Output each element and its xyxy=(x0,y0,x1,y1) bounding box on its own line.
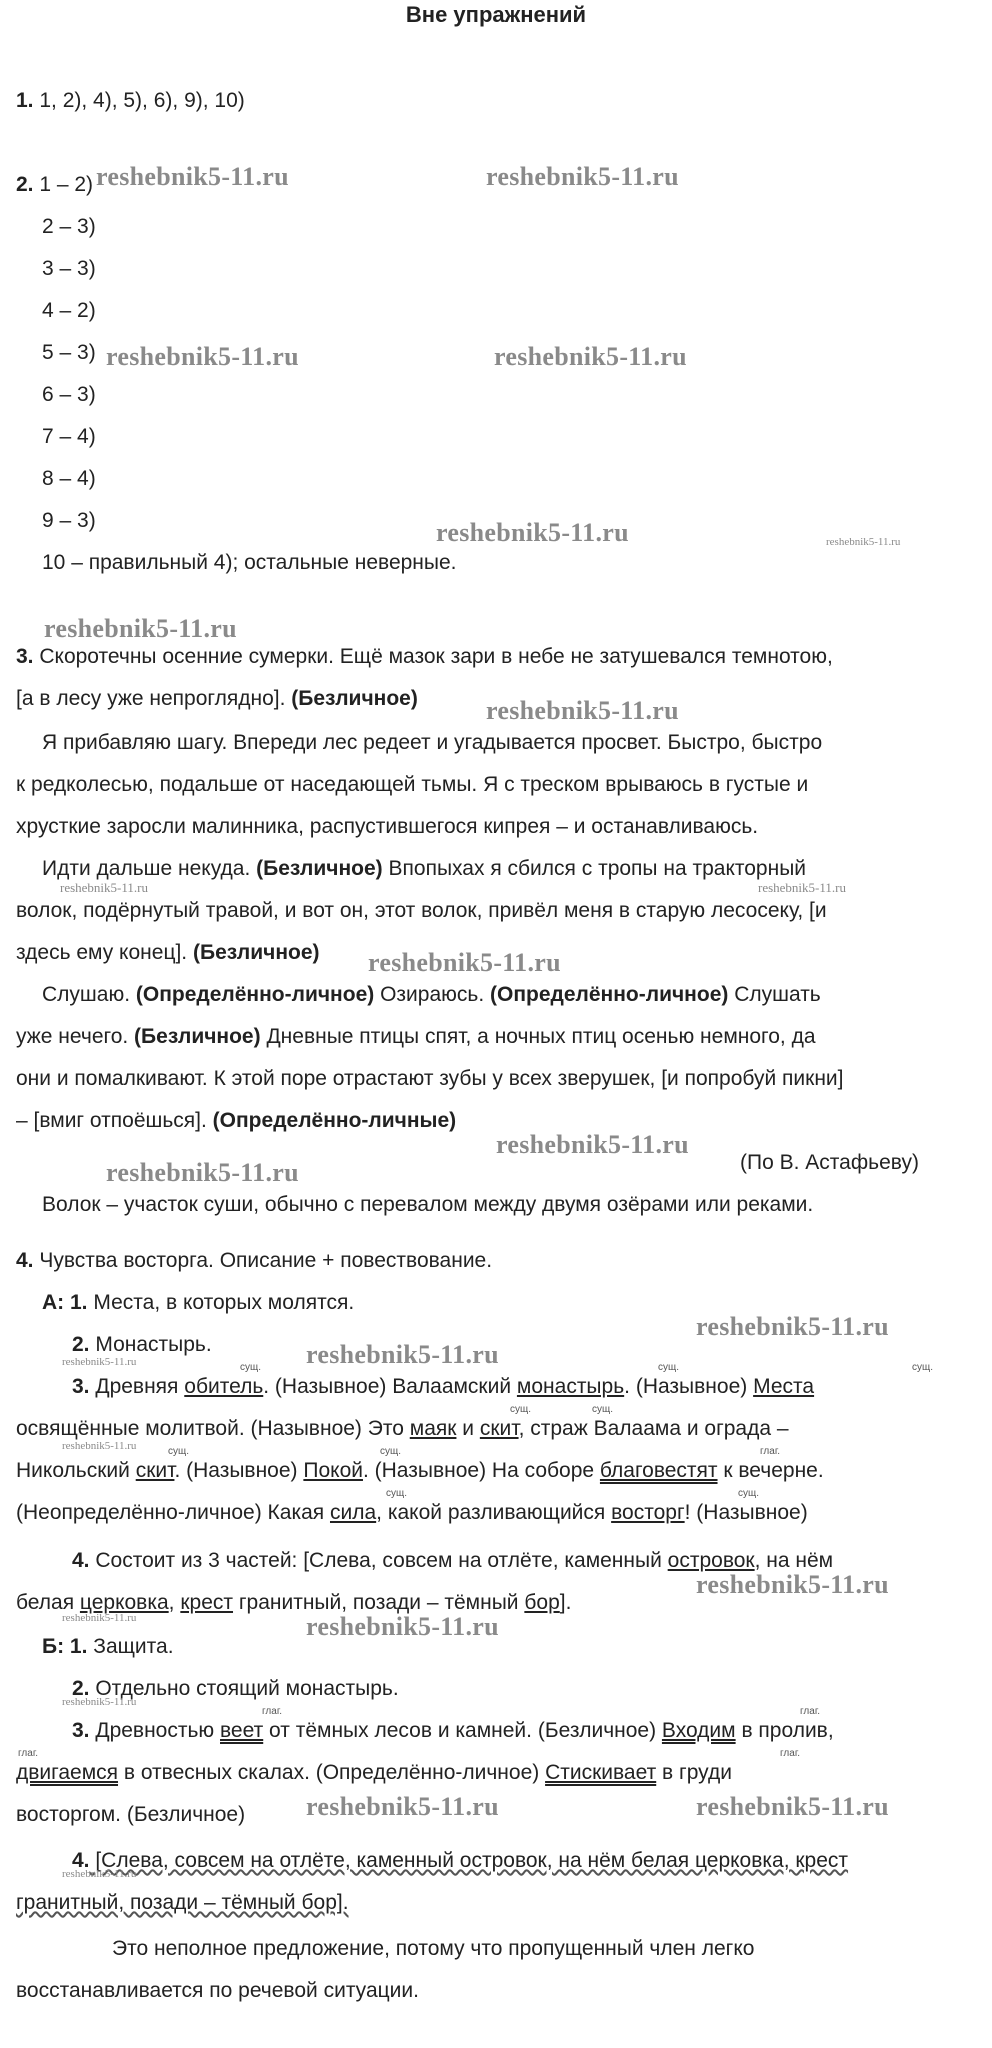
task-3-line xyxy=(16,1022,816,1052)
task-3-line xyxy=(42,980,821,1010)
text-line: – [вмиг отпоёшься]. xyxy=(16,1109,213,1132)
task-number: 2. xyxy=(16,173,34,196)
answer-item: 6 – 3) xyxy=(42,383,96,406)
text-line: гранитный, позади – тёмный xyxy=(233,1591,525,1614)
task-3-line: они и помалкивают. К этой поре отрастают зубы у всех зверушек, [и попробуй пикни] xyxy=(16,1067,844,1090)
answer-item: 3 – 3) xyxy=(42,257,96,280)
sentence-type: (Безличное) xyxy=(192,941,320,964)
watermark: reshebnik5-11.ru xyxy=(306,1792,499,1821)
item-label: А: 1. xyxy=(42,1291,88,1314)
answer-item: 1 – 2) xyxy=(33,173,94,196)
pos-mark: сущ. xyxy=(380,1446,402,1457)
text-line: , xyxy=(168,1591,181,1614)
pos-mark: сущ. xyxy=(240,1362,262,1373)
text-line: . (Назывное) Валаамский xyxy=(263,1375,517,1398)
text-line: Никольский xyxy=(16,1459,136,1482)
watermark: reshebnik5-11.ru xyxy=(306,1340,499,1369)
task-4-line xyxy=(72,1372,814,1402)
text-line: Состоит из 3 частей: [Слева, совсем на отлёте, каменный xyxy=(89,1549,668,1572)
underlined-word: обитель xyxy=(184,1375,264,1398)
answer-item: 5 – 3) xyxy=(42,341,96,364)
watermark: reshebnik5-11.ru xyxy=(496,1130,689,1159)
text-line: Идти дальше некуда. xyxy=(42,857,257,880)
sentence-type: (Определённо-личное) xyxy=(490,983,729,1006)
watermark: reshebnik5-11.ru xyxy=(368,948,561,977)
pos-mark: глаг. xyxy=(18,1748,39,1759)
underlined-word: бор xyxy=(524,1591,560,1614)
sentence-type: (Безличное) xyxy=(134,1025,261,1048)
text-line: Впопыхах я сбился с тропы на тракторный xyxy=(382,857,807,880)
text-line: ! (Назывное) xyxy=(684,1501,808,1524)
item-label: 4. xyxy=(72,1549,90,1572)
watermark-small: reshebnik5-11.ru xyxy=(758,880,846,895)
watermark-small: reshebnik5-11.ru xyxy=(62,1868,137,1880)
double-underlined-word: Стискивает xyxy=(545,1761,657,1784)
double-underlined-word: Входим xyxy=(661,1719,736,1742)
pos-mark: глаг. xyxy=(800,1706,821,1717)
task-3-line: Я прибавляю шагу. Впереди лес редеет и угадывается просвет. Быстро, быстро xyxy=(42,731,823,754)
footnote: Волок – участок суши, обычно с перевалом между двумя озёрами или реками. xyxy=(42,1193,814,1216)
task-number: 4. xyxy=(16,1249,34,1272)
watermark: reshebnik5-11.ru xyxy=(44,614,237,643)
text-line: белая xyxy=(16,1591,80,1614)
text-line: , страж Валаама и ограда – xyxy=(518,1417,789,1440)
task-4-line xyxy=(72,1846,848,1876)
underlined-word: восторг xyxy=(611,1501,685,1524)
item-label: Б: 1. xyxy=(42,1635,88,1658)
text-line: . (Назывное) xyxy=(174,1459,304,1482)
task-4-line xyxy=(42,1288,354,1318)
double-underlined-word: двигаемся xyxy=(16,1761,119,1784)
text-line: здесь ему конец]. xyxy=(16,941,193,964)
text-line: Защита. xyxy=(87,1635,174,1658)
text-line: в груди xyxy=(656,1761,732,1784)
text-line: и xyxy=(456,1417,480,1440)
task-4-line xyxy=(16,1758,732,1788)
answer-item: 8 – 4) xyxy=(42,467,96,490)
underlined-word: сила xyxy=(329,1501,377,1524)
item-label: 4. xyxy=(72,1849,90,1872)
text-line: Древняя xyxy=(89,1375,185,1398)
task-3-line xyxy=(16,1106,456,1136)
watermark: reshebnik5-11.ru xyxy=(494,342,687,371)
pos-mark: сущ. xyxy=(510,1404,532,1415)
wavy-underlined-text: [Слева, совсем на отлёте, каменный островок, на нём белая церковка, крест xyxy=(89,1849,849,1872)
watermark: reshebnik5-11.ru xyxy=(696,1312,889,1341)
text-line: (Неопределённо-личное) Какая xyxy=(16,1501,330,1524)
sentence-type: (Безличное) xyxy=(256,857,383,880)
text-line: , какой разливающийся xyxy=(376,1501,612,1524)
text-line: Отдельно стоящий монастырь. xyxy=(89,1677,399,1700)
watermark: reshebnik5-11.ru xyxy=(696,1570,889,1599)
watermark: reshebnik5-11.ru xyxy=(486,696,679,725)
text-line: освящённые молитвой. (Назывное) Это xyxy=(16,1417,410,1440)
task-3-line xyxy=(16,684,418,714)
item-label: 2. xyxy=(72,1677,90,1700)
task-3-line xyxy=(42,854,806,884)
underlined-word: Покой xyxy=(303,1459,363,1482)
text-line: к вечерне. xyxy=(717,1459,824,1482)
task-3-line: волок, подёрнутый травой, и вот он, этот волок, привёл меня в старую лесосеку, [и xyxy=(16,899,827,922)
watermark-small: reshebnik5-11.ru xyxy=(62,1696,137,1708)
sentence-type: (Определённо-личное) xyxy=(135,983,375,1006)
watermark-small: reshebnik5-11.ru xyxy=(62,1440,137,1452)
double-underlined-word: веет xyxy=(220,1719,264,1742)
text-line: [а в лесу уже непроглядно]. xyxy=(16,687,292,710)
item-label: 2. xyxy=(72,1333,90,1356)
watermark: reshebnik5-11.ru xyxy=(486,162,679,191)
text-line: Озираюсь. xyxy=(374,983,490,1006)
text-line: Дневные птицы спят, а ночных птиц осенью немного, да xyxy=(260,1025,816,1048)
underlined-word: маяк xyxy=(409,1417,457,1440)
underlined-word: скит xyxy=(479,1417,519,1440)
watermark: reshebnik5-11.ru xyxy=(96,162,289,191)
task-4-line xyxy=(72,1716,834,1746)
watermark-small: reshebnik5-11.ru xyxy=(62,1612,137,1624)
underlined-word: церковка xyxy=(79,1591,169,1614)
task-number: 1. xyxy=(16,89,34,112)
conclusion-line: Это неполное предложение, потому что пропущенный член легко xyxy=(112,1937,755,1960)
sentence-type: (Определённо-личные) xyxy=(212,1109,457,1132)
underlined-word: крест xyxy=(180,1591,234,1614)
task-answer: 1, 2), 4), 5), 6), 9), 10) xyxy=(33,89,245,112)
text-line: ]. xyxy=(559,1591,572,1614)
pos-mark: глаг. xyxy=(262,1706,283,1717)
task-4-line xyxy=(16,1888,349,1918)
conclusion-line: восстанавливается по речевой ситуации. xyxy=(16,1979,419,2002)
underlined-word: островок xyxy=(667,1549,755,1572)
author-credit: (По В. Астафьеву) xyxy=(740,1151,919,1174)
text-line: в пролив, xyxy=(735,1719,834,1742)
task-number: 3. xyxy=(16,645,34,668)
pos-mark: сущ. xyxy=(912,1362,934,1373)
answer-item: 10 – правильный 4); остальные неверные. xyxy=(42,551,457,574)
underlined-word: монастырь xyxy=(516,1375,625,1398)
pos-mark: сущ. xyxy=(738,1488,760,1499)
task-2 xyxy=(16,170,93,200)
answer-item: 2 – 3) xyxy=(42,215,96,238)
pos-mark: сущ. xyxy=(592,1404,614,1415)
answer-item: 4 – 2) xyxy=(42,299,96,322)
text-line: Скоротечны осенние сумерки. Ещё мазок зари в небе не затушевался темнотою, xyxy=(33,645,833,668)
text-line: от тёмных лесов и камней. (Безличное) xyxy=(263,1719,662,1742)
text-line: Монастырь. xyxy=(89,1333,212,1356)
watermark-small: reshebnik5-11.ru xyxy=(60,880,148,895)
text-line: , на нём xyxy=(754,1549,834,1572)
double-underlined-word: благовестят xyxy=(599,1459,718,1482)
watermark: reshebnik5-11.ru xyxy=(696,1792,889,1821)
watermark: reshebnik5-11.ru xyxy=(436,518,629,547)
task-3-line: к редколесью, подальше от наседающей тьмы. Я с треском врываюсь в густые и xyxy=(16,773,809,796)
pos-mark: глаг. xyxy=(760,1446,781,1457)
task-3-line xyxy=(16,938,320,968)
pos-mark: сущ. xyxy=(168,1446,190,1457)
task-4-line xyxy=(16,1498,808,1528)
page-title: Вне упражнений xyxy=(405,2,587,27)
text-line: в отвесных скалах. (Определённо-личное) xyxy=(118,1761,546,1784)
task-3-line xyxy=(16,642,833,672)
item-label: 3. xyxy=(72,1375,90,1398)
task-4-line xyxy=(16,1246,492,1276)
task-4-line xyxy=(16,1456,824,1486)
task-3-line: хрусткие заросли малинника, распустившегося кипрея – и останавливаюсь. xyxy=(16,815,759,838)
text-line: Чувства восторга. Описание + повествование. xyxy=(33,1249,493,1272)
text-line: Слушаю. xyxy=(42,983,136,1006)
answer-item: 7 – 4) xyxy=(42,425,96,448)
text-line: Слушать xyxy=(728,983,821,1006)
sentence-type: (Безличное) xyxy=(291,687,418,710)
watermark-small: reshebnik5-11.ru xyxy=(826,536,901,548)
text-line: Древностью xyxy=(89,1719,221,1742)
pos-mark: глаг. xyxy=(780,1748,801,1759)
watermark-small: reshebnik5-11.ru xyxy=(62,1356,137,1368)
text-line: уже нечего. xyxy=(16,1025,135,1048)
underlined-word: Места xyxy=(753,1375,815,1398)
task-1 xyxy=(16,86,245,116)
wavy-underlined-text: гранитный, позади – тёмный бор]. xyxy=(16,1891,349,1914)
text-line: . (Назывное) xyxy=(624,1375,754,1398)
text-line: Места, в которых молятся. xyxy=(87,1291,355,1314)
watermark: reshebnik5-11.ru xyxy=(106,342,299,371)
task-4-line xyxy=(42,1632,174,1662)
watermark: reshebnik5-11.ru xyxy=(306,1612,499,1641)
text-line: . (Назывное) На соборе xyxy=(362,1459,600,1482)
pos-mark: сущ. xyxy=(658,1362,680,1373)
underlined-word: скит xyxy=(135,1459,175,1482)
answer-item: 9 – 3) xyxy=(42,509,96,532)
pos-mark: сущ. xyxy=(386,1488,408,1499)
watermark: reshebnik5-11.ru xyxy=(106,1158,299,1187)
task-4-line: восторгом. (Безличное) xyxy=(16,1803,246,1826)
item-label: 3. xyxy=(72,1719,90,1742)
